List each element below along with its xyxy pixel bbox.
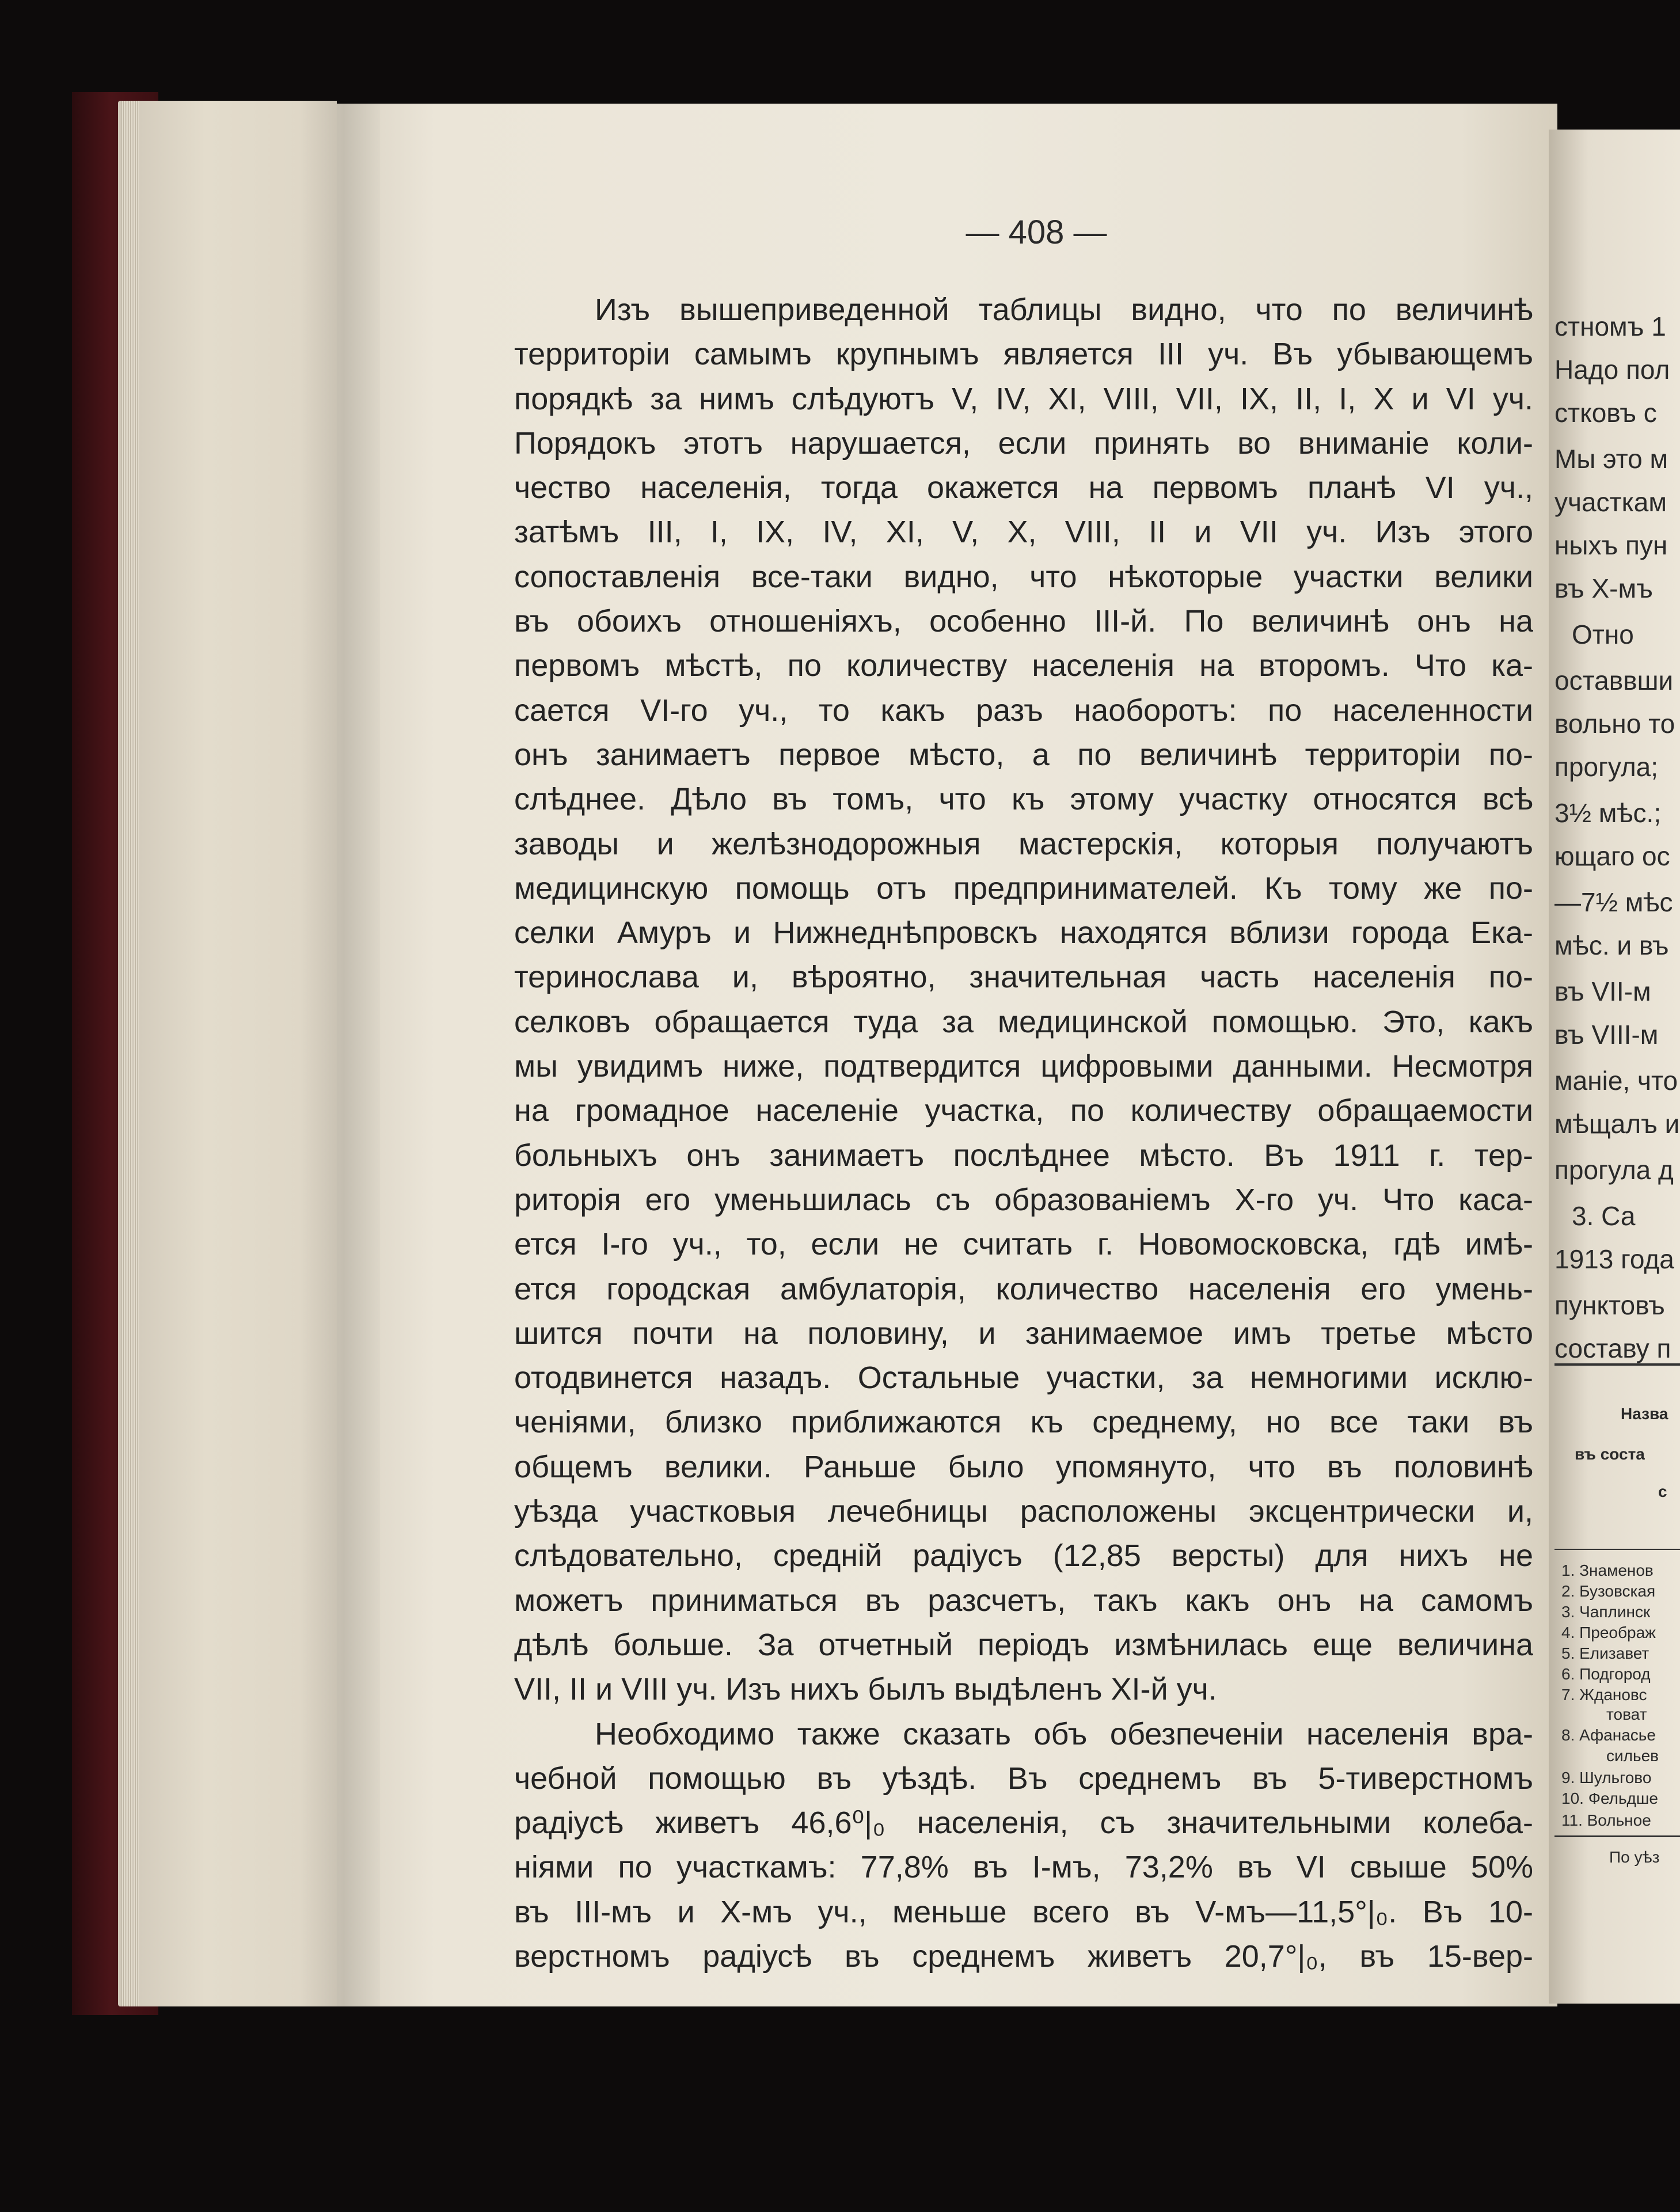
table-row: 2. Бузовская — [1561, 1582, 1656, 1600]
right-page-line: вольно то — [1554, 709, 1675, 739]
table-row: 10. Фельдше — [1561, 1789, 1658, 1807]
right-page-line: составу п — [1554, 1333, 1671, 1363]
right-page-line: 1913 года — [1554, 1244, 1674, 1274]
right-page-line: мѣщалъ и — [1554, 1109, 1680, 1139]
text-line: заводы и желѣзнодорожныя мастерскія, которыя получаютъ — [514, 826, 1533, 861]
text-line: ченіями, близко приближаются къ среднему, но все таки въ — [514, 1405, 1533, 1440]
text-line: Изъ вышеприведенной таблицы видно, что по величинѣ — [595, 292, 1533, 327]
right-page-line: стковъ с — [1554, 398, 1657, 428]
right-page-line: маніе, что — [1554, 1066, 1678, 1096]
text-line: шится почти на половину, и занимаемое имъ третье мѣсто — [514, 1316, 1533, 1351]
text-line: первомъ мѣстѣ, по количеству населенія на второмъ. Что ка- — [514, 648, 1533, 683]
text-line: медицинскую помощь отъ предпринимателей. Къ тому же по- — [514, 871, 1533, 906]
text-line: мы увидимъ ниже, подтвердится цифровыми данными. Несмотря — [514, 1049, 1533, 1084]
text-line: риторія его уменьшилась съ образованіемъ X-го уч. Что каса- — [514, 1182, 1533, 1217]
right-page-line: пунктовъ — [1554, 1290, 1665, 1320]
text-line: можетъ приниматься въ разсчетъ, такъ какъ онъ на самомъ — [514, 1583, 1533, 1618]
text-line: слѣднее. Дѣло въ томъ, что къ этому участку относятся всѣ — [514, 782, 1533, 817]
text-line: ется I-го уч., то, если не считать г. Новомосковска, гдѣ имѣ- — [514, 1227, 1533, 1262]
text-line: теринослава и, вѣроятно, значительная часть населенія по- — [514, 960, 1533, 995]
text-line: селки Амуръ и Нижнеднѣпровскъ находятся вблизи города Ека- — [514, 915, 1533, 951]
text-line: Порядокъ этотъ нарушается, если принять во вниманіе коли- — [514, 425, 1533, 461]
text-line: слѣдовательно, средній радіусъ (12,85 версты) для нихъ не — [514, 1538, 1533, 1574]
table-row: 11. Вольное — [1561, 1811, 1651, 1829]
right-page-line: —7½ мѣс — [1554, 887, 1673, 917]
text-line: Необходимо также сказать объ обезпеченіи населенія вра- — [595, 1716, 1533, 1751]
book-gutter — [299, 101, 380, 2006]
text-line: отодвинется назадъ. Остальные участки, за немногими исклю- — [514, 1360, 1533, 1396]
text-line: селковъ обращается туда за медицинской помощью. Это, какъ — [514, 1004, 1533, 1039]
right-page-line: мѣс. и въ — [1554, 930, 1669, 960]
text-line: VII, II и VIII уч. Изъ нихъ былъ выдѣленъ XI-й уч. — [514, 1672, 1217, 1707]
table-row: 1. Знаменов — [1561, 1561, 1654, 1579]
right-page-line: участкам — [1554, 487, 1667, 517]
table-row: 3. Чаплинск — [1561, 1603, 1651, 1621]
text-line: чебной помощью въ уѣздѣ. Въ среднемъ въ 5-тиверстномъ — [514, 1761, 1533, 1796]
text-line: на громадное населеніе участка, по количеству обращаемости — [514, 1093, 1533, 1128]
text-line: порядкѣ за нимъ слѣдуютъ V, IV, XI, VIII, VII, IX, II, I, X и VI уч. — [514, 381, 1533, 416]
text-line: больныхъ онъ занимаетъ послѣднее мѣсто. Въ 1911 г. тер- — [514, 1138, 1533, 1173]
text-line: дѣлѣ больше. За отчетный періодъ измѣнилась еще величина — [514, 1627, 1533, 1662]
page-number: — 408 — — [966, 214, 1107, 251]
page-stack-edge — [121, 101, 139, 2006]
right-page-line: прогула; — [1554, 752, 1659, 782]
text-line: сается VI-го уч., то какъ разъ наоборотъ: по населенности — [514, 693, 1533, 728]
table-row: 9. Шульгово — [1561, 1769, 1652, 1787]
text-line: уѣзда участковыя лечебницы расположены эксцентрически и, — [514, 1494, 1533, 1529]
text-line: ется городская амбулаторія, количество населенія его умень- — [514, 1271, 1533, 1306]
right-page-line: ющаго ос — [1554, 841, 1670, 871]
right-page-line: 3. Са — [1572, 1201, 1636, 1231]
table-header-cell: Назва — [1621, 1405, 1668, 1423]
table-row: По уѣз — [1609, 1848, 1660, 1866]
text-line: сопоставленія все-таки видно, что нѣкоторые участки велики — [514, 559, 1533, 594]
right-page-line: ныхъ пун — [1554, 530, 1668, 560]
table-bottom-rule — [1554, 1835, 1680, 1837]
right-page-line: стномъ 1 — [1554, 311, 1666, 341]
table-header-cell: с — [1658, 1483, 1667, 1500]
text-line: въ III-мъ и X-мъ уч., меньше всего въ V-мъ—11,5°|₀. Въ 10- — [514, 1894, 1533, 1929]
text-line: верстномъ радіусѣ въ среднемъ живетъ 20,7°|₀, въ 15-вер- — [514, 1939, 1533, 1974]
table-row: 4. Преображ — [1561, 1624, 1656, 1641]
text-line: онъ занимаетъ первое мѣсто, а по величинѣ территоріи по- — [514, 737, 1533, 772]
right-page-line: Мы это м — [1554, 444, 1668, 474]
text-line: ніями по участкамъ: 77,8% въ I-мъ, 73,2% въ VI свыше 50% — [514, 1850, 1533, 1885]
table-top-rule — [1554, 1363, 1680, 1366]
right-page-line: въ VIII-м — [1554, 1020, 1659, 1050]
table-row: товат — [1606, 1705, 1647, 1723]
text-line: въ обоихъ отношеніяхъ, особенно III-й. По величинѣ онъ на — [514, 604, 1533, 639]
text-line: территоріи самымъ крупнымъ является III уч. Въ убывающемъ — [514, 337, 1533, 372]
right-page-line: Отно — [1572, 619, 1634, 649]
right-page-line: въ VII-м — [1554, 976, 1651, 1006]
right-page-line: 3½ мѣс.; — [1554, 798, 1662, 828]
text-line: затѣмъ III, I, IX, IV, XI, V, X, VIII, II и VII уч. Изъ этого — [514, 515, 1533, 550]
table-row: сильев — [1606, 1747, 1659, 1765]
body-text — [514, 288, 1533, 1979]
table-row: 5. Елизавет — [1561, 1644, 1649, 1662]
right-page-line: прогула д — [1554, 1155, 1674, 1185]
table-header-rule — [1554, 1549, 1680, 1550]
right-page-line: въ X-мъ — [1554, 573, 1653, 603]
text-line: общемъ велики. Раньше было упомянуто, что въ половинѣ — [514, 1449, 1533, 1484]
right-page-line: оставвши — [1554, 666, 1674, 695]
table-header-cell: въ соста — [1575, 1445, 1645, 1463]
table-row: 8. Афанасье — [1561, 1726, 1656, 1744]
text-line: радіусѣ живетъ 46,6⁰|₀ населенія, съ значительными колеба- — [514, 1806, 1533, 1841]
table-row: 7. Ждановс — [1561, 1686, 1647, 1704]
text-line: чество населенія, тогда окажется на первомъ планѣ VI уч., — [514, 470, 1533, 506]
right-page-line: Надо пол — [1554, 355, 1670, 385]
table-row: 6. Подгород — [1561, 1665, 1651, 1683]
